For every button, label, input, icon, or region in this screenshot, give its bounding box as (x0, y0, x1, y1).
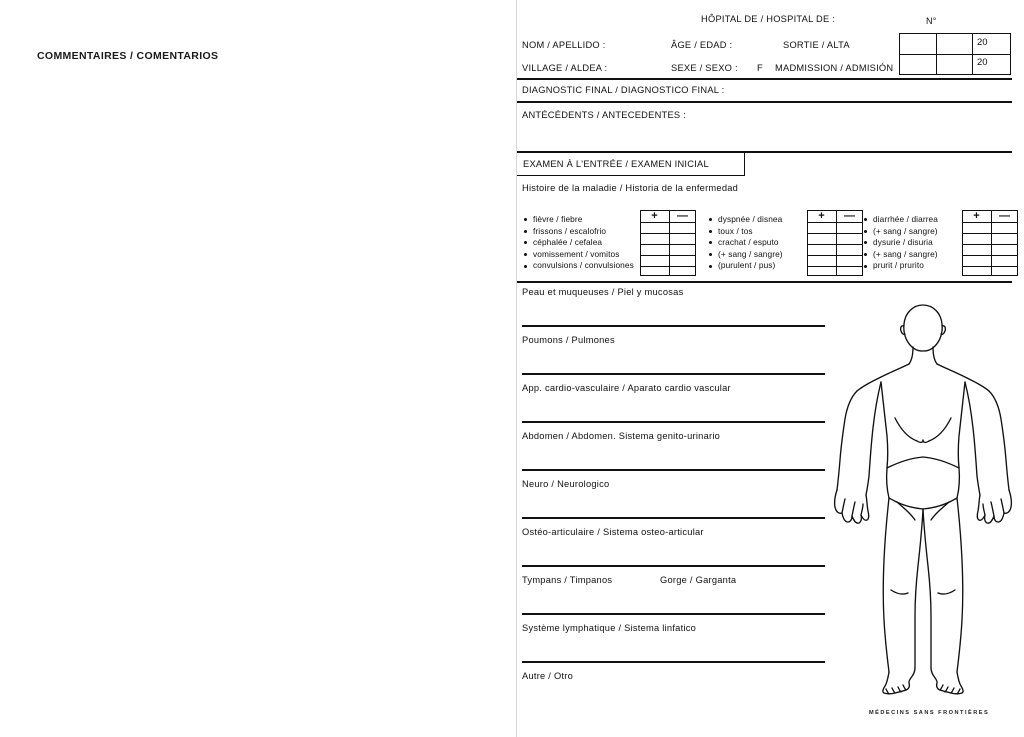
symptom-list (862, 214, 938, 272)
exam-section-label-other: Autre / Otro (522, 671, 574, 681)
symptom-checkbox-table[interactable] (807, 210, 863, 276)
table-row-divider (808, 244, 862, 245)
list-item: (+ sang / sangre) (862, 249, 938, 261)
exam-section-writing-rule[interactable] (522, 421, 825, 423)
plus-header: + (818, 210, 825, 222)
list-item: convulsions / convulsiones (522, 260, 634, 272)
plus-header: + (651, 210, 658, 222)
list-item: frissons / escalofrio (522, 226, 634, 238)
list-item: dyspnée / disnea (707, 214, 783, 226)
table-row-divider (808, 222, 862, 223)
exam-section-writing-rule[interactable] (522, 373, 825, 375)
symptom-checkbox-table[interactable] (640, 210, 696, 276)
exam-section-writing-rule[interactable] (522, 565, 825, 567)
illness-history-label: Histoire de la maladie / Historia de la enfermedad (522, 183, 739, 193)
hospital-field-label: HÔPITAL DE / HOSPITAL DE : (701, 14, 836, 24)
table-row-divider (808, 233, 862, 234)
list-item: diarrhée / diarrea (862, 214, 938, 226)
exam-section-writing-rule[interactable] (522, 325, 825, 327)
table-row-divider (641, 266, 695, 267)
table-row-divider (808, 255, 862, 256)
table-row-divider (963, 244, 1017, 245)
plus-header: + (973, 210, 980, 222)
exam-section-label-skin: Peau et muqueuses / Piel y mucosas (522, 287, 684, 297)
list-item: prurit / prurito (862, 260, 938, 272)
table-row-divider (963, 266, 1017, 267)
exam-section-label-cardiovascular: App. cardio-vasculaire / Aparato cardio vascular (522, 383, 731, 393)
table-row-divider (963, 255, 1017, 256)
divider-rule (517, 281, 1012, 283)
exam-section-label-abdomen: Abdomen / Abdomen. Sistema genito-urinario (522, 431, 721, 441)
sex-field-label: SEXE / SEXO : (671, 63, 738, 73)
final-diagnosis-label: DIAGNOSTIC FINAL / DIAGNOSTICO FINAL : (522, 85, 725, 95)
exam-section-writing-rule[interactable] (522, 469, 825, 471)
admission-discharge-date-grid[interactable] (899, 33, 1011, 75)
history-antecedents-label: ANTÉCÉDENTS / ANTECEDENTES : (522, 110, 687, 120)
discharge-field-label: SORTIE / ALTA (783, 40, 850, 50)
list-item: céphalée / cefalea (522, 237, 634, 249)
exam-section-writing-rule[interactable] (522, 613, 825, 615)
name-field-label: NOM / APELLIDO : (522, 40, 606, 50)
exam-section-label-lungs: Poumons / Pulmones (522, 335, 615, 345)
initial-exam-title: EXAMEN À L'ENTRÉE / EXAMEN INICIAL (523, 159, 709, 169)
list-item: (+ sang / sangre) (862, 226, 938, 238)
exam-section-writing-rule[interactable] (522, 661, 825, 663)
human-body-diagram[interactable] (825, 290, 1021, 702)
year-prefix-admission: 20 (977, 57, 988, 68)
list-item: (purulent / pus) (707, 260, 783, 272)
list-item: fièvre / fiebre (522, 214, 634, 226)
minus-header: — (999, 210, 1010, 222)
list-item: vomissement / vomitos (522, 249, 634, 261)
sex-option-male[interactable]: M (775, 63, 783, 73)
symptom-list (522, 214, 634, 272)
list-item: (+ sang / sangre) (707, 249, 783, 261)
list-item: toux / tos (707, 226, 783, 238)
table-row-divider (641, 244, 695, 245)
exam-section-label-lymphatic: Système lymphatique / Sistema linfatico (522, 623, 697, 633)
exam-section-label-throat: Gorge / Garganta (660, 575, 737, 585)
exam-section-writing-rule[interactable] (522, 517, 825, 519)
symptom-checkbox-table[interactable] (962, 210, 1018, 276)
patient-record-form (517, 0, 1024, 737)
table-row-divider (963, 222, 1017, 223)
minus-header: — (844, 210, 855, 222)
symptom-list (707, 214, 783, 272)
age-field-label: ÂGE / EDAD : (671, 40, 733, 50)
list-item: dysurie / disuria (862, 237, 938, 249)
table-row-divider (808, 266, 862, 267)
comments-title: COMMENTAIRES / COMENTARIOS (37, 50, 219, 62)
minus-header: — (677, 210, 688, 222)
list-item: crachat / esputo (707, 237, 783, 249)
table-row-divider (963, 233, 1017, 234)
exam-section-label-tympanic: Tympans / Timpanos (522, 575, 613, 585)
divider-rule (517, 78, 1012, 80)
table-row-divider (641, 255, 695, 256)
sex-option-female[interactable]: F (757, 63, 763, 73)
year-prefix-discharge: 20 (977, 37, 988, 48)
exam-section-label-neuro: Neuro / Neurologico (522, 479, 610, 489)
date-grid-divider-horizontal (900, 54, 1010, 55)
admission-field-label: ADMISSION / ADMISIÓN (783, 63, 894, 73)
exam-section-label-osteoarticular: Ostéo-articulaire / Sistema osteo-articular (522, 527, 704, 537)
organization-footer: MÉDECINS SANS FRONTIÈRES (869, 710, 990, 716)
divider-rule (517, 101, 1012, 103)
record-number-label: N° (926, 16, 937, 26)
table-row-divider (641, 233, 695, 234)
table-row-divider (641, 222, 695, 223)
village-field-label: VILLAGE / ALDEA : (522, 63, 608, 73)
